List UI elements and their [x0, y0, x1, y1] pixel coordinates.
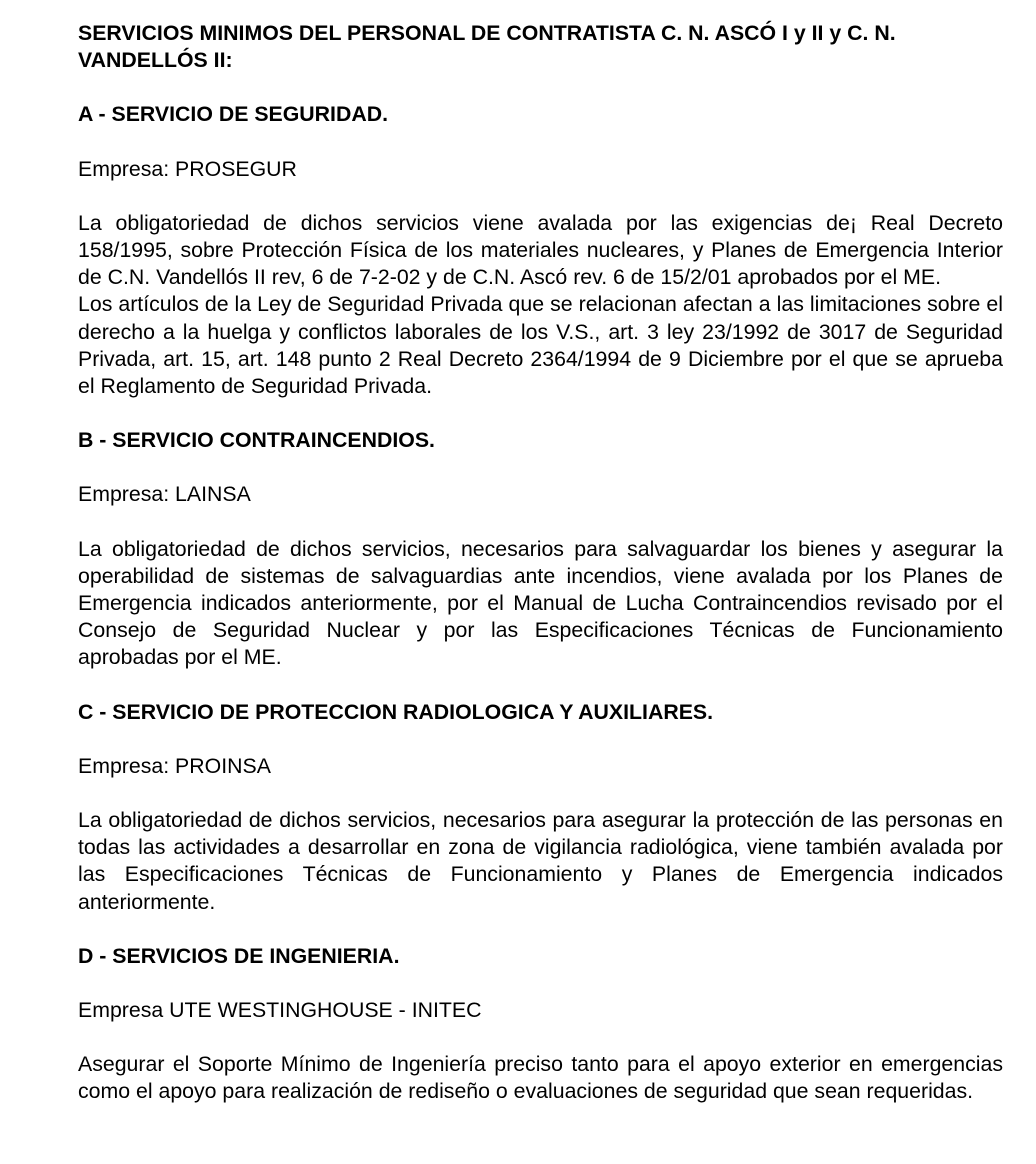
paragraph-block [78, 536, 1003, 672]
document-title: SERVICIOS MINIMOS DEL PERSONAL DE CONTRATISTA C. N. ASCÓ I y II y C. N. VANDELLÓS II: [78, 21, 896, 73]
section-proteccion-radiologica [78, 699, 1003, 916]
company-line: Empresa UTE WESTINGHOUSE - INITEC [78, 998, 482, 1023]
document-page [78, 20, 1003, 1106]
paragraph-block [78, 210, 1003, 400]
paragraph: La obligatoriedad de dichos servicios, necesarios para salvaguardar los bienes y asegurar la operabilidad de sistemas de salvaguardias ante incendios, viene avalada por los Planes de Emergencia indicados anteriormente, por el Manual de Lucha Contraincendios revisado por el Consejo de Seguridad Nuclear y por las Especificaciones Técnicas de Funcionamiento aprobadas por el ME. [78, 536, 1003, 670]
company-line: Empresa: LAINSA [78, 482, 251, 507]
section-contraincendios [78, 427, 1003, 671]
company-line: Empresa: PROINSA [78, 753, 271, 778]
section-heading: A - SERVICIO DE SEGURIDAD. [78, 102, 389, 127]
company-line: Empresa: PROSEGUR [78, 156, 297, 181]
section-heading: C - SERVICIO DE PROTECCION RADIOLOGICA Y AUXILIARES. [78, 699, 714, 724]
paragraph: La obligatoriedad de dichos servicios viene avalada por las exigencias de¡ Real Decreto 158/1995, sobre Protección Física de los materiales nucleares, y Planes de Emergencia Interior de C.N. Vandellós II rev, 6 de 7-2-02 y de C.N. Ascó rev. 6 de 15/2/01 aprobados por el ME. [78, 210, 1003, 290]
section-heading: B - SERVICIO CONTRAINCENDIOS. [78, 428, 435, 453]
paragraph-block [78, 807, 1003, 916]
paragraph: Los artículos de la Ley de Seguridad Privada que se relacionan afectan a las limitaciones sobre el derecho a la huelga y conflictos laborales de los V.S., art. 3 ley 23/1992 de 3017 de Seguridad Privada, art. 15, art. 148 punto 2 Real Decreto 2364/1994 de 9 Diciembre por el que se aprueba el Reglamento de Seguridad Privada. [78, 292, 1003, 399]
section-ingenieria [78, 943, 1003, 1106]
section-heading: D - SERVICIOS DE INGENIERIA. [78, 943, 400, 968]
paragraph: Asegurar el Soporte Mínimo de Ingeniería preciso tanto para el apoyo exterior en emergencias como el apoyo para realización de rediseño o evaluaciones de seguridad que sean requeridas. [78, 1052, 1003, 1104]
section-seguridad [78, 101, 1003, 400]
paragraph-block [78, 1051, 1003, 1105]
paragraph: La obligatoriedad de dichos servicios, necesarios para asegurar la protección de las personas en todas las actividades a desarrollar en zona de vigilancia radiológica, viene también avalada por las Especificaciones Técnicas de Funcionamiento y Planes de Emergencia indicados anteriormente. [78, 808, 1003, 914]
